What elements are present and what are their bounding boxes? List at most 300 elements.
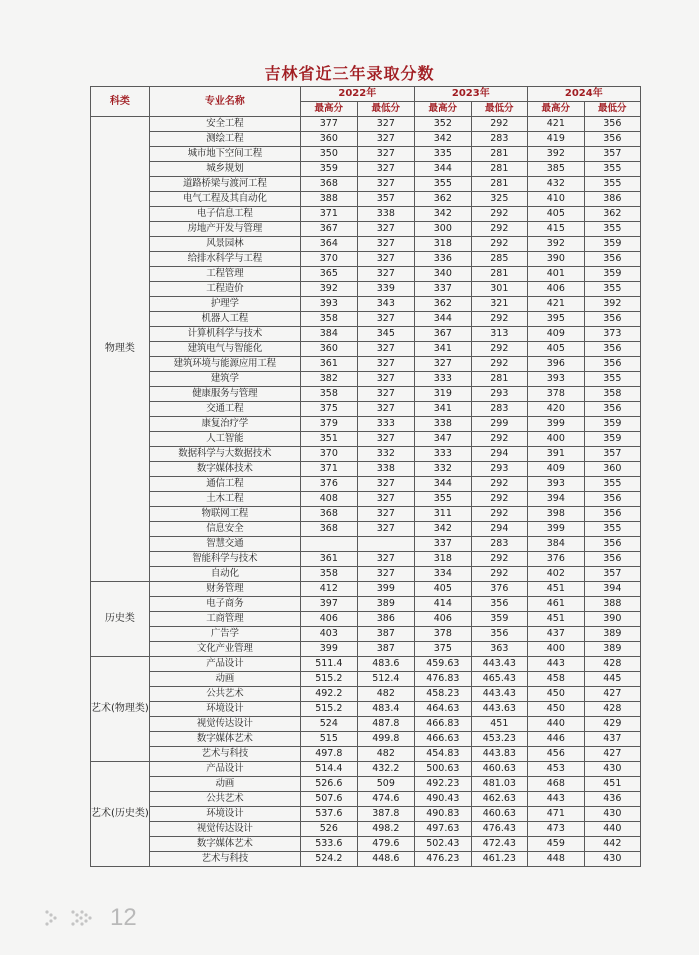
score-max-2024-cell: 432 xyxy=(527,177,584,192)
major-name-cell: 产品设计 xyxy=(149,657,300,672)
major-name-cell: 测绘工程 xyxy=(149,132,300,147)
major-name-cell: 公共艺术 xyxy=(149,687,300,702)
score-min-2024-cell: 437 xyxy=(584,732,640,747)
score-min-2024-cell: 430 xyxy=(584,762,640,777)
score-max-2022-cell: 515.2 xyxy=(300,702,357,717)
score-min-2022-cell: 332 xyxy=(357,447,414,462)
score-min-2022-cell: 474.6 xyxy=(357,792,414,807)
score-max-2024-cell: 471 xyxy=(527,807,584,822)
score-min-2023-cell: 460.63 xyxy=(471,807,527,822)
score-min-2024-cell: 390 xyxy=(584,612,640,627)
table-row xyxy=(91,147,641,162)
score-max-2022-cell: 392 xyxy=(300,282,357,297)
category-cell xyxy=(91,117,150,582)
score-min-2022-cell: 327 xyxy=(357,552,414,567)
major-name-cell: 财务管理 xyxy=(149,582,300,597)
major-name-cell: 人工智能 xyxy=(149,432,300,447)
table-row xyxy=(91,342,641,357)
dotted-chevrons-icon xyxy=(44,907,102,929)
score-min-2022-cell: 327 xyxy=(357,357,414,372)
score-max-2023-cell: 334 xyxy=(414,567,471,582)
score-max-2023-cell: 367 xyxy=(414,327,471,342)
score-max-2022-cell: 537.6 xyxy=(300,807,357,822)
score-max-2022-cell: 364 xyxy=(300,237,357,252)
score-max-2022-cell: 371 xyxy=(300,207,357,222)
score-min-2022-cell: 483.6 xyxy=(357,657,414,672)
score-min-2024-cell: 355 xyxy=(584,177,640,192)
score-min-2023-cell: 359 xyxy=(471,612,527,627)
score-max-2023-cell: 344 xyxy=(414,312,471,327)
score-min-2024-cell: 388 xyxy=(584,597,640,612)
score-max-2022-cell: 360 xyxy=(300,132,357,147)
score-max-2022-cell: 360 xyxy=(300,342,357,357)
score-max-2022-cell: 515.2 xyxy=(300,672,357,687)
score-min-2022-cell: 357 xyxy=(357,192,414,207)
table-row xyxy=(91,402,641,417)
score-max-2022-cell: 379 xyxy=(300,417,357,432)
table-row xyxy=(91,477,641,492)
score-min-2023-cell: 313 xyxy=(471,327,527,342)
table-row xyxy=(91,312,641,327)
score-max-2024-cell: 400 xyxy=(527,642,584,657)
header-min-2022: 最低分 xyxy=(357,102,414,117)
score-max-2024-cell: 443 xyxy=(527,657,584,672)
table-row xyxy=(91,837,641,852)
score-max-2023-cell: 341 xyxy=(414,402,471,417)
score-min-2024-cell: 359 xyxy=(584,432,640,447)
score-max-2022-cell: 376 xyxy=(300,477,357,492)
score-min-2023-cell: 443.43 xyxy=(471,687,527,702)
score-min-2023-cell: 356 xyxy=(471,627,527,642)
category-label: 历史类 xyxy=(104,613,135,624)
score-min-2024-cell: 427 xyxy=(584,687,640,702)
score-max-2022-cell: 351 xyxy=(300,432,357,447)
score-max-2022-cell: 492.2 xyxy=(300,687,357,702)
score-min-2023-cell: 292 xyxy=(471,342,527,357)
score-min-2023-cell: 292 xyxy=(471,552,527,567)
score-min-2023-cell: 356 xyxy=(471,597,527,612)
score-max-2024-cell: 420 xyxy=(527,402,584,417)
major-name-cell: 给排水科学与工程 xyxy=(149,252,300,267)
score-min-2022-cell: 327 xyxy=(357,402,414,417)
score-max-2024-cell: 392 xyxy=(527,147,584,162)
score-max-2022-cell: 511.4 xyxy=(300,657,357,672)
table-row xyxy=(91,567,641,582)
score-min-2023-cell: 453.23 xyxy=(471,732,527,747)
table-row xyxy=(91,237,641,252)
score-min-2022-cell: 482 xyxy=(357,687,414,702)
header-max-2022: 最高分 xyxy=(300,102,357,117)
score-min-2024-cell: 392 xyxy=(584,297,640,312)
score-min-2023-cell: 292 xyxy=(471,312,527,327)
score-min-2023-cell: 476.43 xyxy=(471,822,527,837)
table-row xyxy=(91,807,641,822)
score-min-2024-cell: 355 xyxy=(584,477,640,492)
score-max-2023-cell: 500.63 xyxy=(414,762,471,777)
major-name-cell: 电气工程及其自动化 xyxy=(149,192,300,207)
major-name-cell: 数字媒体艺术 xyxy=(149,837,300,852)
score-min-2024-cell: 356 xyxy=(584,552,640,567)
score-max-2022-cell: 514.4 xyxy=(300,762,357,777)
major-name-cell: 环境设计 xyxy=(149,702,300,717)
table-row xyxy=(91,327,641,342)
score-max-2022-cell xyxy=(300,537,357,552)
score-min-2023-cell: 292 xyxy=(471,357,527,372)
score-max-2022-cell: 367 xyxy=(300,222,357,237)
score-min-2022-cell: 509 xyxy=(357,777,414,792)
score-max-2022-cell: 350 xyxy=(300,147,357,162)
score-max-2023-cell: 362 xyxy=(414,297,471,312)
score-min-2024-cell: 356 xyxy=(584,357,640,372)
score-min-2023-cell: 292 xyxy=(471,117,527,132)
table-row xyxy=(91,132,641,147)
score-max-2024-cell: 396 xyxy=(527,357,584,372)
score-min-2022-cell: 327 xyxy=(357,117,414,132)
score-min-2022-cell: 338 xyxy=(357,207,414,222)
score-min-2024-cell: 429 xyxy=(584,717,640,732)
score-min-2022-cell: 327 xyxy=(357,492,414,507)
table-row xyxy=(91,822,641,837)
score-min-2023-cell: 283 xyxy=(471,132,527,147)
table-row xyxy=(91,462,641,477)
score-max-2022-cell: 358 xyxy=(300,387,357,402)
score-max-2024-cell: 415 xyxy=(527,222,584,237)
major-name-cell: 动画 xyxy=(149,672,300,687)
table-row xyxy=(91,372,641,387)
score-max-2023-cell: 352 xyxy=(414,117,471,132)
major-name-cell: 信息安全 xyxy=(149,522,300,537)
score-min-2022-cell: 327 xyxy=(357,342,414,357)
score-max-2022-cell: 377 xyxy=(300,117,357,132)
score-min-2024-cell: 356 xyxy=(584,312,640,327)
score-min-2024-cell: 356 xyxy=(584,537,640,552)
score-max-2023-cell: 378 xyxy=(414,627,471,642)
score-min-2023-cell: 363 xyxy=(471,642,527,657)
score-max-2024-cell: 405 xyxy=(527,342,584,357)
score-min-2024-cell: 357 xyxy=(584,447,640,462)
score-min-2023-cell: 451 xyxy=(471,717,527,732)
score-min-2023-cell: 294 xyxy=(471,447,527,462)
score-min-2024-cell: 359 xyxy=(584,417,640,432)
score-max-2024-cell: 461 xyxy=(527,597,584,612)
score-max-2022-cell: 408 xyxy=(300,492,357,507)
score-min-2023-cell: 481.03 xyxy=(471,777,527,792)
score-min-2024-cell: 362 xyxy=(584,207,640,222)
score-min-2024-cell: 430 xyxy=(584,807,640,822)
score-max-2023-cell: 490.83 xyxy=(414,807,471,822)
score-max-2023-cell: 337 xyxy=(414,282,471,297)
score-max-2024-cell: 446 xyxy=(527,732,584,747)
score-min-2022-cell: 345 xyxy=(357,327,414,342)
table-row xyxy=(91,852,641,867)
score-min-2023-cell: 281 xyxy=(471,267,527,282)
score-min-2022-cell: 387 xyxy=(357,642,414,657)
table-row xyxy=(91,747,641,762)
table-row xyxy=(91,387,641,402)
score-max-2022-cell: 370 xyxy=(300,252,357,267)
score-min-2022-cell: 432.2 xyxy=(357,762,414,777)
score-max-2022-cell: 359 xyxy=(300,162,357,177)
score-max-2023-cell: 476.83 xyxy=(414,672,471,687)
score-max-2023-cell: 458.23 xyxy=(414,687,471,702)
table-row xyxy=(91,117,641,132)
score-max-2024-cell: 437 xyxy=(527,627,584,642)
score-min-2024-cell: 442 xyxy=(584,837,640,852)
score-max-2024-cell: 393 xyxy=(527,372,584,387)
score-max-2022-cell: 399 xyxy=(300,642,357,657)
major-name-cell: 建筑学 xyxy=(149,372,300,387)
score-max-2024-cell: 390 xyxy=(527,252,584,267)
score-min-2022-cell: 483.4 xyxy=(357,702,414,717)
major-name-cell: 工商管理 xyxy=(149,612,300,627)
table-row xyxy=(91,282,641,297)
major-name-cell: 城市地下空间工程 xyxy=(149,147,300,162)
score-max-2022-cell: 384 xyxy=(300,327,357,342)
score-max-2023-cell: 405 xyxy=(414,582,471,597)
score-min-2024-cell: 359 xyxy=(584,237,640,252)
score-max-2022-cell: 371 xyxy=(300,462,357,477)
score-max-2023-cell: 332 xyxy=(414,462,471,477)
major-name-cell: 工程管理 xyxy=(149,267,300,282)
score-min-2022-cell: 327 xyxy=(357,222,414,237)
score-max-2023-cell: 406 xyxy=(414,612,471,627)
score-max-2022-cell: 361 xyxy=(300,552,357,567)
score-max-2023-cell: 466.83 xyxy=(414,717,471,732)
score-max-2023-cell: 459.63 xyxy=(414,657,471,672)
table-row xyxy=(91,432,641,447)
table-row xyxy=(91,222,641,237)
score-max-2023-cell: 335 xyxy=(414,147,471,162)
score-max-2024-cell: 402 xyxy=(527,567,584,582)
score-min-2022-cell: 389 xyxy=(357,597,414,612)
score-min-2024-cell: 451 xyxy=(584,777,640,792)
major-name-cell: 艺术与科技 xyxy=(149,747,300,762)
score-min-2023-cell: 285 xyxy=(471,252,527,267)
table-row xyxy=(91,687,641,702)
score-min-2023-cell: 283 xyxy=(471,402,527,417)
score-max-2023-cell: 476.23 xyxy=(414,852,471,867)
score-max-2022-cell: 412 xyxy=(300,582,357,597)
table-row xyxy=(91,417,641,432)
score-max-2024-cell: 409 xyxy=(527,327,584,342)
score-max-2023-cell: 338 xyxy=(414,417,471,432)
score-max-2023-cell: 414 xyxy=(414,597,471,612)
score-max-2022-cell: 515 xyxy=(300,732,357,747)
score-min-2022-cell: 327 xyxy=(357,432,414,447)
score-max-2022-cell: 403 xyxy=(300,627,357,642)
score-min-2023-cell: 376 xyxy=(471,582,527,597)
score-min-2023-cell: 293 xyxy=(471,462,527,477)
score-min-2023-cell: 281 xyxy=(471,372,527,387)
major-name-cell: 康复治疗学 xyxy=(149,417,300,432)
table-row xyxy=(91,177,641,192)
score-max-2022-cell: 358 xyxy=(300,567,357,582)
major-name-cell: 建筑电气与智能化 xyxy=(149,342,300,357)
score-min-2023-cell: 472.43 xyxy=(471,837,527,852)
score-max-2022-cell: 365 xyxy=(300,267,357,282)
score-min-2023-cell: 321 xyxy=(471,297,527,312)
score-max-2024-cell: 421 xyxy=(527,297,584,312)
score-max-2024-cell: 400 xyxy=(527,432,584,447)
major-name-cell: 工程造价 xyxy=(149,282,300,297)
score-max-2023-cell: 502.43 xyxy=(414,837,471,852)
score-min-2024-cell: 356 xyxy=(584,117,640,132)
table-row xyxy=(91,552,641,567)
score-max-2024-cell: 409 xyxy=(527,462,584,477)
score-max-2023-cell: 375 xyxy=(414,642,471,657)
score-max-2023-cell: 454.83 xyxy=(414,747,471,762)
score-max-2023-cell: 464.63 xyxy=(414,702,471,717)
score-min-2024-cell: 356 xyxy=(584,402,640,417)
score-min-2023-cell: 292 xyxy=(471,222,527,237)
table-row xyxy=(91,357,641,372)
score-max-2022-cell: 370 xyxy=(300,447,357,462)
major-name-cell: 物联网工程 xyxy=(149,507,300,522)
header-max-2024: 最高分 xyxy=(527,102,584,117)
score-max-2024-cell: 378 xyxy=(527,387,584,402)
score-max-2022-cell: 526.6 xyxy=(300,777,357,792)
major-name-cell: 公共艺术 xyxy=(149,792,300,807)
table-row xyxy=(91,522,641,537)
score-min-2023-cell: 461.23 xyxy=(471,852,527,867)
major-name-cell: 安全工程 xyxy=(149,117,300,132)
score-max-2024-cell: 399 xyxy=(527,522,584,537)
score-max-2024-cell: 448 xyxy=(527,852,584,867)
table-row xyxy=(91,627,641,642)
table-row xyxy=(91,657,641,672)
header-category: 科类 xyxy=(91,87,150,117)
score-max-2024-cell: 451 xyxy=(527,612,584,627)
score-min-2022-cell: 387.8 xyxy=(357,807,414,822)
score-min-2022-cell: 327 xyxy=(357,267,414,282)
score-min-2023-cell: 292 xyxy=(471,567,527,582)
header-year-2024: 2024年 xyxy=(527,87,640,102)
score-min-2022-cell: 386 xyxy=(357,612,414,627)
score-min-2022-cell: 512.4 xyxy=(357,672,414,687)
major-name-cell: 广告学 xyxy=(149,627,300,642)
score-min-2022-cell: 499.8 xyxy=(357,732,414,747)
score-min-2022-cell: 327 xyxy=(357,177,414,192)
major-name-cell: 道路桥梁与渡河工程 xyxy=(149,177,300,192)
score-min-2024-cell: 355 xyxy=(584,162,640,177)
score-max-2024-cell: 421 xyxy=(527,117,584,132)
major-name-cell: 建筑环境与能源应用工程 xyxy=(149,357,300,372)
score-min-2022-cell: 327 xyxy=(357,567,414,582)
score-max-2024-cell: 456 xyxy=(527,747,584,762)
score-max-2022-cell: 375 xyxy=(300,402,357,417)
table-row xyxy=(91,597,641,612)
category-label: 物理类 xyxy=(104,343,135,354)
score-min-2024-cell: 357 xyxy=(584,147,640,162)
score-max-2024-cell: 399 xyxy=(527,417,584,432)
score-min-2024-cell: 359 xyxy=(584,267,640,282)
major-name-cell: 城乡规划 xyxy=(149,162,300,177)
score-max-2023-cell: 327 xyxy=(414,357,471,372)
score-min-2023-cell: 465.43 xyxy=(471,672,527,687)
score-max-2024-cell: 391 xyxy=(527,447,584,462)
table-row xyxy=(91,252,641,267)
score-min-2024-cell: 436 xyxy=(584,792,640,807)
major-name-cell: 智慧交通 xyxy=(149,537,300,552)
table-row xyxy=(91,192,641,207)
score-min-2022-cell: 327 xyxy=(357,147,414,162)
score-max-2023-cell: 336 xyxy=(414,252,471,267)
score-max-2023-cell: 337 xyxy=(414,537,471,552)
score-min-2024-cell: 356 xyxy=(584,492,640,507)
major-name-cell: 产品设计 xyxy=(149,762,300,777)
score-min-2023-cell: 301 xyxy=(471,282,527,297)
score-max-2024-cell: 385 xyxy=(527,162,584,177)
header-row-years xyxy=(91,87,641,102)
table-row xyxy=(91,297,641,312)
header-major: 专业名称 xyxy=(149,87,300,117)
header-max-2023: 最高分 xyxy=(414,102,471,117)
score-min-2024-cell: 360 xyxy=(584,462,640,477)
score-min-2024-cell: 427 xyxy=(584,747,640,762)
admission-scores-table xyxy=(90,86,641,867)
score-min-2024-cell: 373 xyxy=(584,327,640,342)
major-name-cell: 环境设计 xyxy=(149,807,300,822)
major-name-cell: 机器人工程 xyxy=(149,312,300,327)
score-min-2024-cell: 389 xyxy=(584,642,640,657)
score-max-2024-cell: 395 xyxy=(527,312,584,327)
score-min-2023-cell: 292 xyxy=(471,432,527,447)
score-max-2023-cell: 311 xyxy=(414,507,471,522)
table-row xyxy=(91,762,641,777)
score-min-2022-cell: 338 xyxy=(357,462,414,477)
score-max-2024-cell: 393 xyxy=(527,477,584,492)
score-min-2023-cell: 283 xyxy=(471,537,527,552)
score-max-2022-cell: 393 xyxy=(300,297,357,312)
score-max-2024-cell: 392 xyxy=(527,237,584,252)
score-min-2022-cell: 339 xyxy=(357,282,414,297)
category-label: 艺术(物理类) xyxy=(91,703,149,714)
score-max-2023-cell: 492.23 xyxy=(414,777,471,792)
score-min-2022-cell: 327 xyxy=(357,477,414,492)
score-min-2024-cell: 357 xyxy=(584,567,640,582)
table-row xyxy=(91,777,641,792)
score-max-2022-cell: 533.6 xyxy=(300,837,357,852)
table-row xyxy=(91,507,641,522)
score-min-2023-cell: 292 xyxy=(471,207,527,222)
score-min-2023-cell: 292 xyxy=(471,507,527,522)
score-min-2024-cell: 428 xyxy=(584,702,640,717)
score-max-2022-cell: 358 xyxy=(300,312,357,327)
major-name-cell: 土木工程 xyxy=(149,492,300,507)
header-year-2023: 2023年 xyxy=(414,87,527,102)
score-max-2023-cell: 333 xyxy=(414,447,471,462)
score-max-2023-cell: 342 xyxy=(414,132,471,147)
score-max-2023-cell: 342 xyxy=(414,207,471,222)
score-max-2022-cell: 406 xyxy=(300,612,357,627)
score-min-2023-cell: 292 xyxy=(471,237,527,252)
major-name-cell: 数据科学与大数据技术 xyxy=(149,447,300,462)
score-max-2023-cell: 344 xyxy=(414,162,471,177)
score-min-2023-cell: 293 xyxy=(471,387,527,402)
score-min-2024-cell: 428 xyxy=(584,657,640,672)
score-max-2022-cell: 361 xyxy=(300,357,357,372)
category-cell xyxy=(91,657,150,762)
score-max-2024-cell: 384 xyxy=(527,537,584,552)
score-min-2024-cell: 356 xyxy=(584,507,640,522)
table-row xyxy=(91,537,641,552)
score-max-2024-cell: 458 xyxy=(527,672,584,687)
score-max-2024-cell: 398 xyxy=(527,507,584,522)
score-max-2023-cell: 319 xyxy=(414,387,471,402)
major-name-cell: 计算机科学与技术 xyxy=(149,327,300,342)
score-min-2024-cell: 355 xyxy=(584,522,640,537)
score-max-2023-cell: 490.43 xyxy=(414,792,471,807)
